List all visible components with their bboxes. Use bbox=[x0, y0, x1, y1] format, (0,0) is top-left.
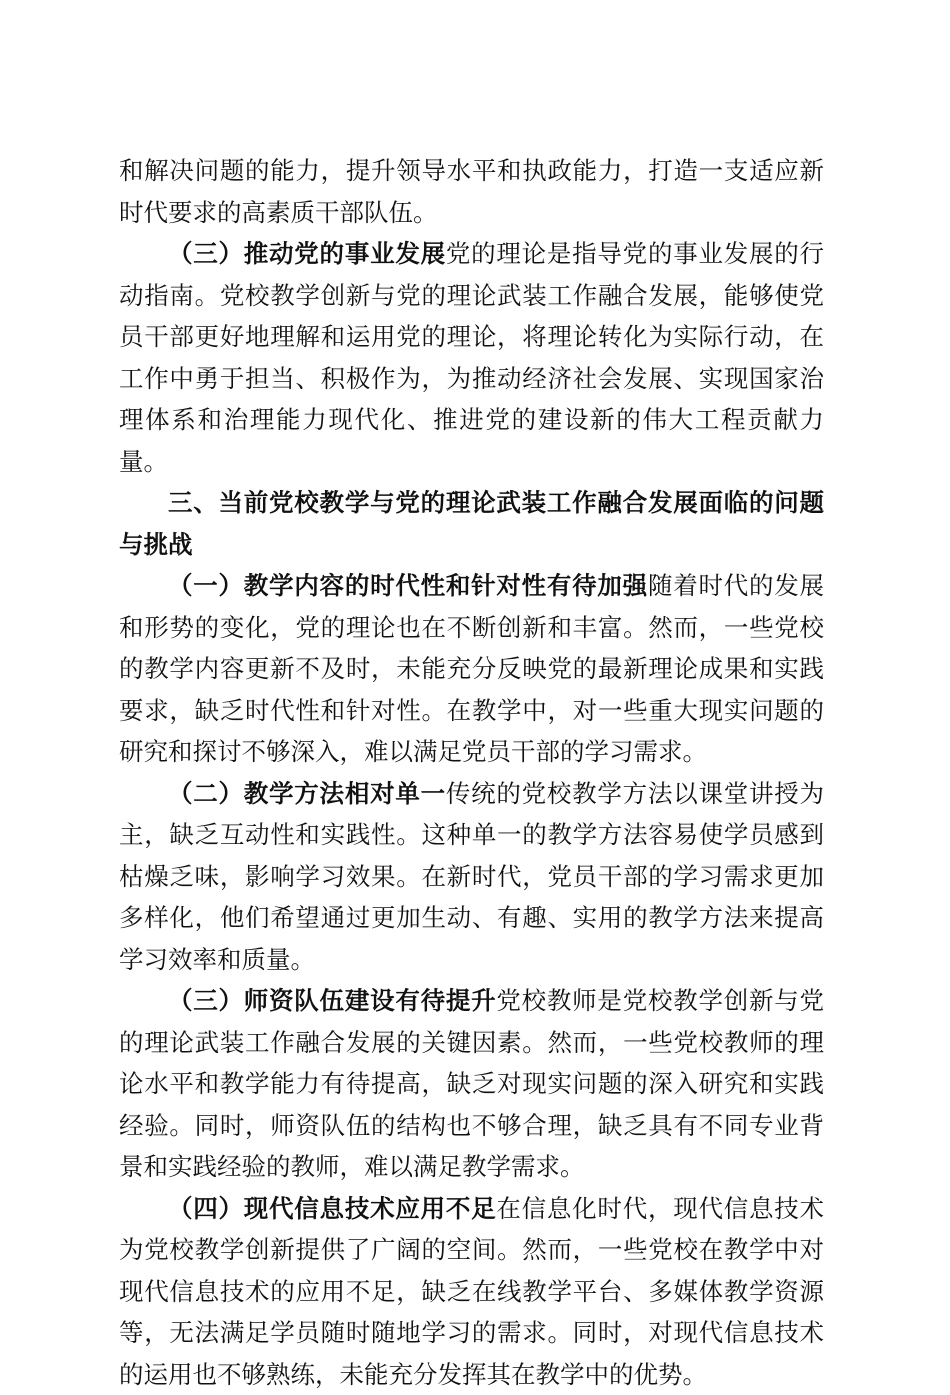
paragraph-body: 传统的党校教学方法以课堂讲授为主，缺乏互动性和实践性。这种单一的教学方法容易使学员感到枯燥乏味，影响学习效果。在新时代，党员干部的学习需求更加多样化，他们希望通过更加生动、有趣、实用的教学方法来提高学习效率和质量。 bbox=[119, 779, 824, 974]
document-body bbox=[119, 150, 824, 1395]
paragraph-lead: （三）推动党的事业发展 bbox=[168, 239, 446, 268]
section-heading: 三、当前党校教学与党的理论武装工作融合发展面临的问题与挑战 bbox=[119, 482, 824, 565]
paragraph-lead: （二）教学方法相对单一 bbox=[168, 779, 446, 808]
paragraph-faculty bbox=[119, 980, 824, 1188]
paragraph-teaching-content bbox=[119, 565, 824, 773]
paragraph-promote-party-cause bbox=[119, 233, 824, 482]
paragraph-body: 随着时代的发展和形势的变化，党的理论也在不断创新和丰富。然而，一些党校的教学内容更新不及时，未能充分反映党的最新理论成果和实践要求，缺乏时代性和针对性。在教学中，对一些重大现实问题的研究和探讨不够深入，难以满足党员干部的学习需求。 bbox=[119, 571, 824, 766]
paragraph-lead: （三）师资队伍建设有待提升 bbox=[168, 986, 496, 1015]
paragraph-body: 党的理论是指导党的事业发展的行动指南。党校教学创新与党的理论武装工作融合发展，能够使党员干部更好地理解和运用党的理论，将理论转化为实际行动，在工作中勇于担当、积极作为，为推动经济社会发展、实现国家治理体系和治理能力现代化、推进党的建设新的伟大工程贡献力量。 bbox=[119, 239, 824, 476]
paragraph-body: 党校教师是党校教学创新与党的理论武装工作融合发展的关键因素。然而，一些党校教师的理论水平和教学能力有待提高，缺乏对现实问题的深入研究和实践经验。同时，师资队伍的结构也不够合理，缺乏具有不同专业背景和实践经验的教师，难以满足教学需求。 bbox=[119, 986, 824, 1181]
paragraph-teaching-methods bbox=[119, 773, 824, 981]
paragraph-body: 在信息化时代，现代信息技术为党校教学创新提供了广阔的空间。然而，一些党校在教学中对现代信息技术的应用不足，缺乏在线教学平台、多媒体教学资源等，无法满足学员随时随地学习的需求。同时，对现代信息技术的运用也不够熟练，未能充分发挥其在教学中的优势。 bbox=[119, 1194, 824, 1389]
paragraph-info-tech bbox=[119, 1188, 824, 1395]
paragraph-lead: （四）现代信息技术应用不足 bbox=[168, 1194, 496, 1223]
continuation-paragraph: 和解决问题的能力，提升领导水平和执政能力，打造一支适应新时代要求的高素质干部队伍。 bbox=[119, 150, 824, 233]
paragraph-lead: （一）教学内容的时代性和针对性有待加强 bbox=[168, 571, 648, 600]
